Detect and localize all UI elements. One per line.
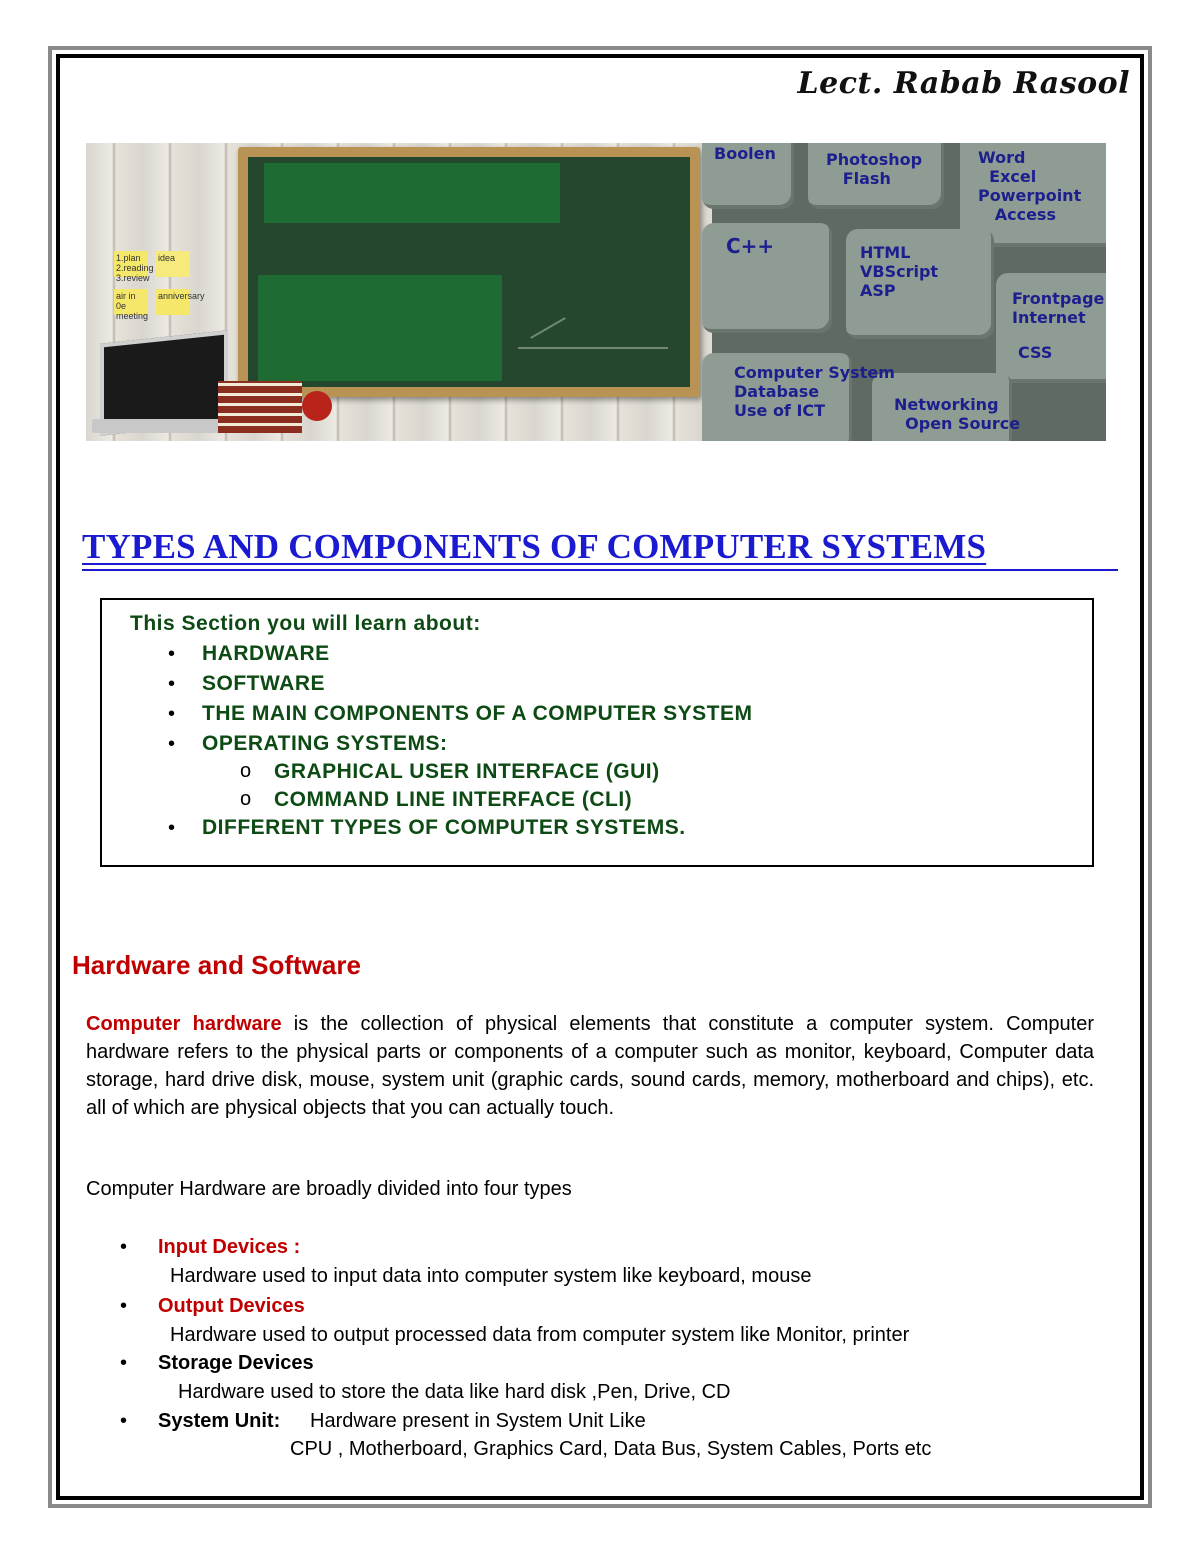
keyboard-photo bbox=[712, 143, 1106, 441]
page-title: TYPES AND COMPONENTS OF COMPUTER SYSTEMS bbox=[82, 527, 987, 566]
chalkboard bbox=[238, 147, 700, 397]
sticky-note: anniversary bbox=[156, 289, 190, 315]
banner-wall bbox=[86, 143, 712, 441]
chalk-drawing bbox=[518, 347, 668, 349]
keyboard-label: Photoshop Flash bbox=[826, 150, 923, 188]
objective-item: DIFFERENT TYPES OF COMPUTER SYSTEMS. bbox=[202, 816, 686, 839]
objective-item: SOFTWARE bbox=[202, 672, 325, 695]
sub-bullet: o bbox=[240, 760, 252, 782]
device-title: Storage Devices bbox=[158, 1352, 314, 1374]
device-description-cont: CPU , Motherboard, Graphics Card, Data Bus, System Cables, Ports etc bbox=[290, 1438, 932, 1460]
bullet: • bbox=[168, 703, 176, 725]
bullet: • bbox=[168, 673, 176, 695]
device-description: Hardware used to input data into computer system like keyboard, mouse bbox=[170, 1265, 812, 1287]
banner-image bbox=[86, 143, 1106, 441]
keyboard-label: HTML VBScript ASP bbox=[860, 243, 939, 300]
board-green-block bbox=[258, 275, 502, 381]
apple-illustration bbox=[302, 391, 332, 421]
bullet: • bbox=[120, 1352, 128, 1374]
sub-bullet: o bbox=[240, 788, 252, 810]
keyboard-label: CSS bbox=[1018, 343, 1053, 362]
paragraph-body: is the collection of physical elements that constitute a computer system. Computer hardware refers to the physical parts or components of a computer such as monitor, keyboard, Computer data storage, hard drive disk, mouse, system unit (graphic cards, sound cards, memory, motherboard and chips), etc. all of which are physical objects that you can actually touch. bbox=[86, 1013, 1094, 1119]
section-heading: Hardware and Software bbox=[72, 950, 361, 980]
bullet: • bbox=[168, 733, 176, 755]
sticky-note: 1.plan 2.reading 3.review bbox=[116, 253, 154, 283]
hardware-types-intro: Computer Hardware are broadly divided into four types bbox=[86, 1178, 572, 1200]
device-title: Input Devices : bbox=[158, 1236, 301, 1258]
bullet: • bbox=[168, 643, 176, 665]
device-description: Hardware used to output processed data from computer system like Monitor, printer bbox=[170, 1324, 910, 1346]
device-title: Output Devices bbox=[158, 1295, 305, 1317]
board-green-block bbox=[264, 163, 560, 223]
chalk-drawing bbox=[530, 317, 566, 339]
bullet: • bbox=[120, 1236, 128, 1258]
objective-item: OPERATING SYSTEMS: bbox=[202, 732, 448, 755]
objective-item: THE MAIN COMPONENTS OF A COMPUTER SYSTEM bbox=[202, 702, 753, 725]
sticky-note: idea bbox=[156, 251, 190, 277]
title-underline bbox=[82, 569, 1118, 571]
keyboard-label: Word Excel Powerpoint Access bbox=[978, 148, 1082, 224]
bullet: • bbox=[168, 817, 176, 839]
objectives-intro: This Section you will learn about: bbox=[130, 612, 481, 635]
objective-item: HARDWARE bbox=[202, 642, 330, 665]
device-description: Hardware used to store the data like hard disk ,Pen, Drive, CD bbox=[178, 1381, 731, 1403]
sticky-note: air in 0e meeting bbox=[116, 291, 149, 321]
keyboard-label: Boolen bbox=[714, 144, 776, 163]
hardware-paragraph bbox=[86, 1010, 1094, 1122]
bullet: • bbox=[120, 1295, 128, 1317]
objective-subitem: COMMAND LINE INTERFACE (CLI) bbox=[274, 788, 633, 811]
keyword-computer-hardware: Computer hardware bbox=[86, 1013, 282, 1035]
keyboard-label: Frontpage Internet bbox=[1012, 289, 1105, 327]
author-name: Lect. Rabab Rasool bbox=[797, 66, 1130, 101]
bullet: • bbox=[120, 1410, 128, 1432]
device-description: Hardware present in System Unit Like bbox=[310, 1410, 646, 1432]
keyboard-label: Computer System Database Use of ICT bbox=[734, 363, 895, 420]
books-illustration bbox=[218, 381, 302, 433]
keyboard-label: C++ bbox=[726, 234, 775, 258]
keyboard-label: Networking Open Source bbox=[894, 395, 1021, 433]
objective-subitem: GRAPHICAL USER INTERFACE (GUI) bbox=[274, 760, 660, 783]
device-title: System Unit: bbox=[158, 1410, 281, 1432]
